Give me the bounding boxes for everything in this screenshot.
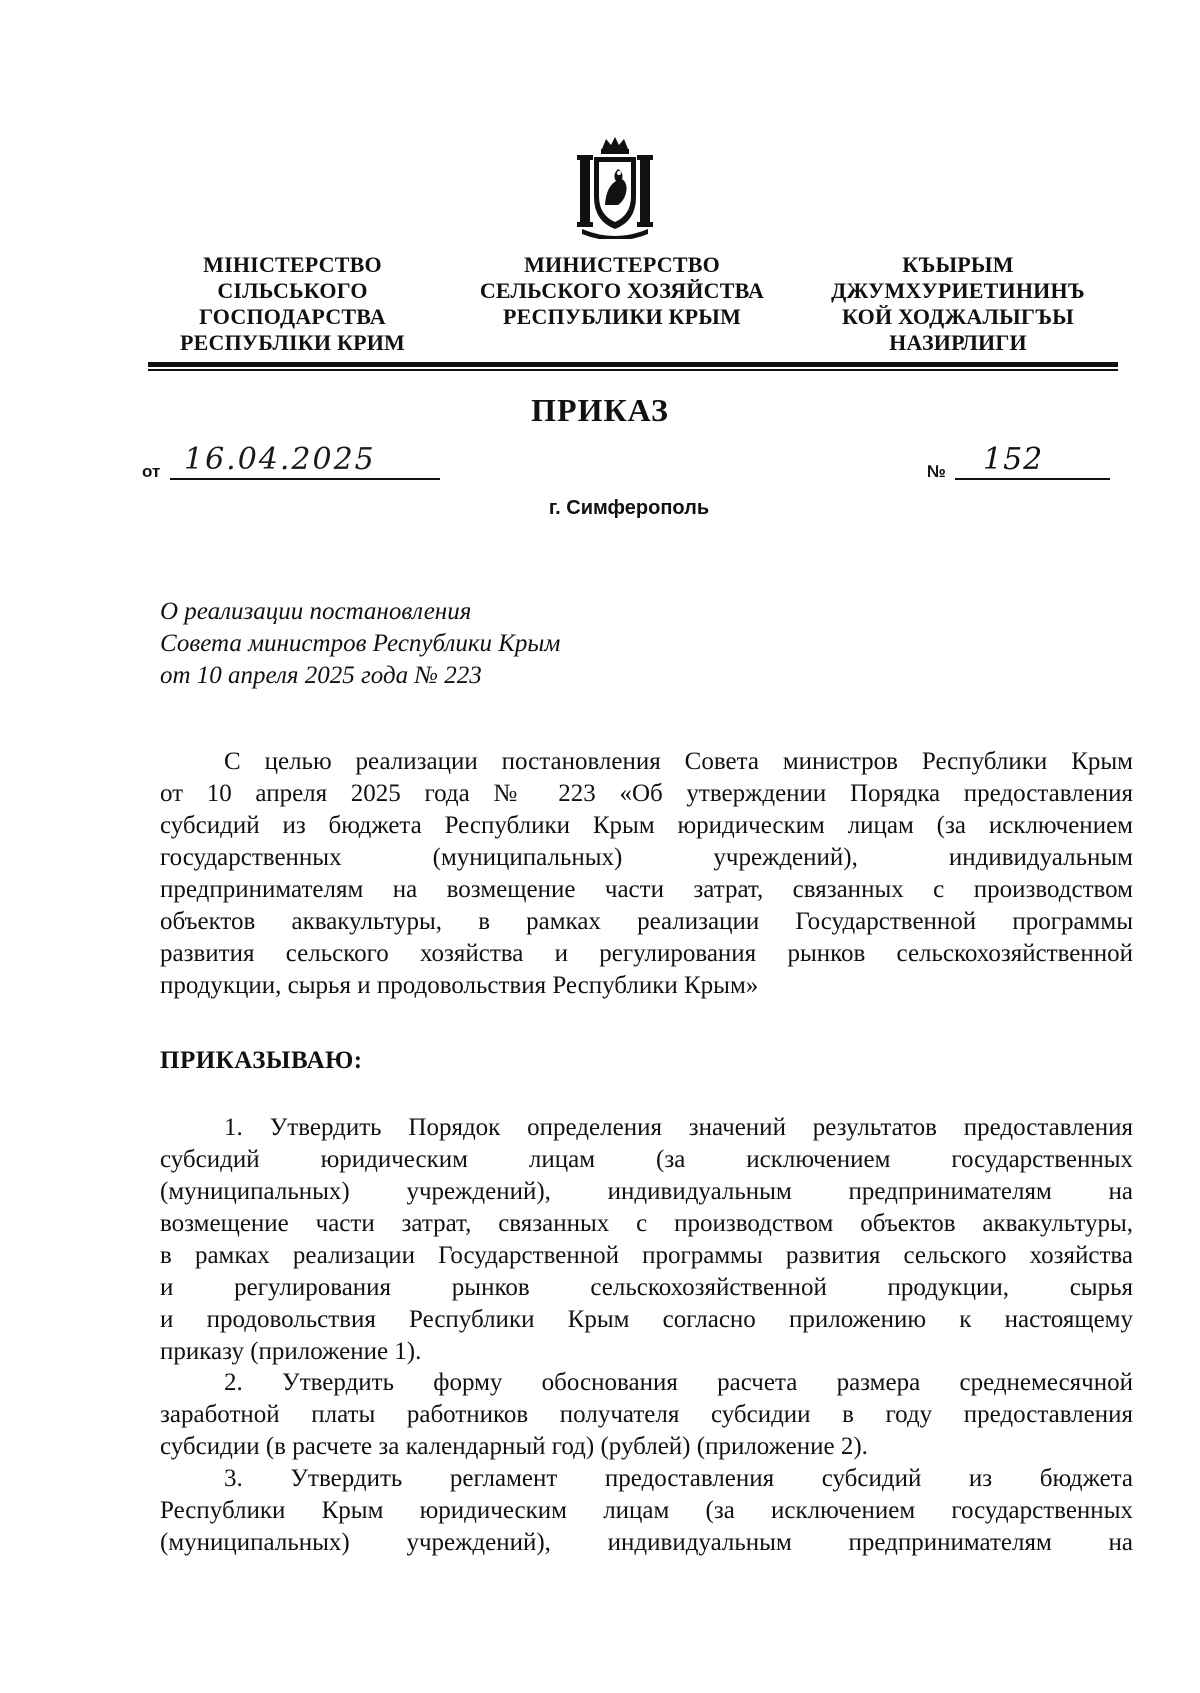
preamble-paragraph bbox=[160, 746, 1133, 1002]
document-number: 152 bbox=[955, 444, 1110, 480]
header-line: МІНІСТЕРСТВО bbox=[203, 252, 382, 277]
text-line: 2. Утвердить форму обоснования расчета размера среднемесячной bbox=[224, 1369, 1133, 1396]
text-line: продукции, сырья и продовольствия Республики Крым» bbox=[160, 972, 759, 999]
text-line: от 10 апреля 2025 года № 223 «Об утверждении Порядка предоставления bbox=[160, 780, 1133, 807]
text-line: субсидий из бюджета Республики Крым юридическим лицам (за исключением bbox=[160, 812, 1133, 839]
text-line: приказу (приложение 1). bbox=[160, 1338, 422, 1365]
document-subject bbox=[160, 596, 560, 692]
header-line: МИНИСТЕРСТВО bbox=[524, 252, 720, 277]
text-line: возмещение части затрат, связанных с производством объектов аквакультуры, bbox=[160, 1210, 1133, 1237]
header-line: НАЗИРЛИГИ bbox=[889, 330, 1027, 355]
number-prefix: № bbox=[927, 462, 946, 481]
subject-line: О реализации постановления bbox=[160, 598, 472, 625]
text-line: (муниципальных) учреждений), индивидуальным предпринимателям на bbox=[160, 1529, 1133, 1556]
text-line: субсидий юридическим лицам (за исключением государственных bbox=[160, 1146, 1133, 1173]
order-directive: ПРИКАЗЫВАЮ: bbox=[160, 1047, 363, 1074]
header-line: КЪЫРЫМ bbox=[902, 252, 1014, 277]
document-city: г. Симферополь bbox=[548, 497, 710, 519]
text-line: государственных (муниципальных) учреждений), индивидуальным bbox=[160, 844, 1133, 871]
crimea-coat-of-arms-icon bbox=[572, 135, 658, 239]
header-ministry-russian bbox=[462, 252, 782, 330]
header-line: РЕСПУБЛІКИ КРИМ bbox=[179, 330, 406, 355]
header-line: РЕСПУБЛИКИ КРЫМ bbox=[502, 304, 742, 329]
header-divider-thin bbox=[148, 369, 1118, 371]
text-line: и продовольствия Республики Крым согласно приложению к настоящему bbox=[160, 1306, 1133, 1333]
header-line: ДЖУМХУРИЕТИНИНЪ bbox=[831, 278, 1085, 303]
subject-line: от 10 апреля 2025 года № 223 bbox=[160, 662, 482, 689]
date-prefix: от bbox=[142, 462, 161, 481]
order-item-1 bbox=[160, 1112, 1133, 1368]
text-line: субсидии (в расчете за календарный год) (рублей) (приложение 2). bbox=[160, 1433, 868, 1460]
text-line: заработной платы работников получателя субсидии в году предоставления bbox=[160, 1401, 1133, 1428]
order-item-3 bbox=[160, 1463, 1133, 1559]
text-line: Республики Крым юридическим лицам (за исключением государственных bbox=[160, 1497, 1133, 1524]
text-line: предпринимателям на возмещение части затрат, связанных с производством bbox=[160, 876, 1133, 903]
header-line: КОЙ ХОДЖАЛЫГЪЫ bbox=[842, 304, 1074, 329]
text-line: в рамках реализации Государственной программы развития сельского хозяйства bbox=[160, 1242, 1133, 1269]
text-line: развития сельского хозяйства и регулирования рынков сельскохозяйственной bbox=[160, 940, 1133, 967]
text-line: и регулирования рынков сельскохозяйственной продукции, сырья bbox=[160, 1274, 1133, 1301]
order-item-2 bbox=[160, 1367, 1133, 1463]
subject-line: Совета министров Республики Крым bbox=[160, 630, 561, 657]
text-line: С целью реализации постановления Совета министров Республики Крым bbox=[224, 748, 1133, 775]
text-line: (муниципальных) учреждений), индивидуальным предпринимателям на bbox=[160, 1178, 1133, 1205]
document-type-title: ПРИКАЗ bbox=[531, 392, 669, 428]
header-ministry-crimean-tatar bbox=[808, 252, 1108, 356]
header-line: ГОСПОДАРСТВА bbox=[199, 304, 386, 329]
header-line: СЕЛЬСКОГО ХОЗЯЙСТВА bbox=[479, 278, 765, 303]
text-line: 3. Утвердить регламент предоставления субсидий из бюджета bbox=[224, 1465, 1133, 1492]
header-divider-thick bbox=[148, 362, 1118, 367]
text-line: объектов аквакультуры, в рамках реализации Государственной программы bbox=[160, 908, 1133, 935]
text-line: 1. Утвердить Порядок определения значений результатов предоставления bbox=[224, 1114, 1133, 1141]
header-ministry-ukrainian bbox=[165, 252, 420, 356]
header-line: СІЛЬСЬКОГО bbox=[217, 278, 368, 303]
document-date: 16.04.2025 bbox=[170, 444, 440, 480]
